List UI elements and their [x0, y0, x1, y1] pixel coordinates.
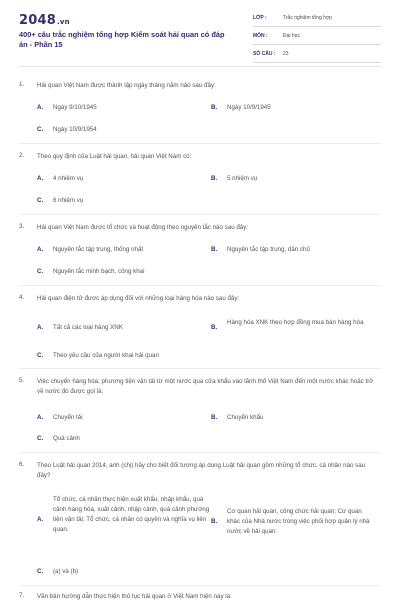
option-letter: B. — [211, 104, 218, 111]
option-letter: B. — [211, 414, 218, 421]
question-7 — [19, 592, 381, 600]
question-3 — [19, 223, 381, 283]
option-letter: A. — [37, 104, 44, 111]
option-text: Ngày 10/9/1954 — [53, 126, 97, 133]
meta-row-subject — [253, 30, 381, 45]
question-divider — [19, 285, 381, 286]
question-number: 6. — [19, 461, 25, 468]
question-number: 2. — [19, 152, 25, 159]
option-letter: C. — [37, 435, 44, 442]
question-text: Theo Luật hải quan 2014, anh (chị) hãy cho biết đối tượng áp dụng Luật hải quan gồm những tổ chức, cá nhân nào sau đây? — [37, 462, 366, 479]
option-text: Ngày 10/9/1945 — [227, 104, 271, 111]
option-text: Nguyên tắc tập trung, thống nhất — [53, 246, 144, 253]
meta-row-count — [253, 48, 381, 63]
question-text: Theo quy định của Luật hải quan, hải quan Việt Nam có: — [37, 153, 192, 160]
option-text: Quá cảnh — [53, 435, 80, 442]
option-text: 5 nhiệm vụ — [227, 175, 258, 182]
document-header — [0, 0, 400, 66]
question-divider — [19, 143, 381, 144]
option-text: Theo yêu cầu của người khai hải quan — [53, 352, 159, 359]
question-number: 4. — [19, 294, 25, 301]
option-text: Nguyên tắc tập trung, dân chủ — [227, 246, 310, 253]
question-number: 7. — [19, 592, 25, 599]
question-text: Hải quan điện tử được áp dụng đối với những loại hàng hóa nào sau đây: — [37, 295, 240, 302]
question-number: 1. — [19, 81, 25, 88]
question-number: 3. — [19, 223, 25, 230]
question-divider — [19, 452, 381, 453]
logo-text: 2048 — [19, 13, 56, 28]
question-divider — [19, 214, 381, 215]
option-text: 6 nhiệm vụ — [53, 197, 84, 204]
option-letter: B. — [211, 324, 218, 331]
question-6 — [19, 461, 381, 583]
question-text: Việc chuyển hàng hóa, phương tiện vận tải từ một nước qua cửa khẩu vào lãnh thổ Việt Nam đến một nước khác hoặc trở về nước đó được gọi là: — [37, 378, 374, 395]
option-text: Nguyên tắc minh bạch, công khai — [53, 268, 145, 275]
option-letter: B. — [211, 246, 218, 253]
option-letter: C. — [37, 126, 44, 133]
meta-value: Trắc nghiệm tổng hợp — [283, 15, 332, 21]
option-letter: A. — [37, 246, 44, 253]
meta-value: 23 — [283, 51, 289, 57]
header-divider — [19, 66, 381, 67]
option-letter: A. — [37, 516, 44, 523]
option-text: Cơ quan hải quan, công chức hải quan; Cơ quan khác của Nhà nước trong việc phối hợp quản lý nhà nước về hải quan. — [227, 508, 370, 535]
question-text: Văn bản hướng dẫn thực hiện thủ tục hải quan ở Việt Nam hiện nay là: — [37, 593, 232, 600]
option-text: Chuyển tải — [53, 414, 83, 421]
option-letter: A. — [37, 324, 44, 331]
meta-value: Đại học — [283, 33, 300, 39]
option-text: 4 nhiệm vụ — [53, 175, 84, 182]
question-5 — [19, 377, 381, 451]
option-text: Ngày 9/10/1945 — [53, 104, 97, 111]
document-title: 400+ câu trắc nghiệm tổng hợp Kiểm soát hải quan có đáp án - Phần 15 — [19, 30, 225, 49]
question-1 — [19, 81, 381, 141]
option-text: Tổ chức, cá nhân thực hiện xuất khẩu, nhập khẩu, quá cảnh hàng hóa, xuất cảnh, nhập cảnh, quá cảnh phương tiện vận tải; Tổ chức, cá nhân có quyền và nghĩa vụ liên quan. — [53, 496, 210, 533]
option-text: Chuyển khẩu — [227, 414, 264, 421]
logo-tld: .vn — [56, 18, 70, 26]
meta-panel — [253, 12, 381, 66]
meta-label: MÔN : — [253, 33, 268, 39]
option-letter: C. — [37, 352, 44, 359]
site-logo[interactable] — [19, 13, 70, 28]
question-number: 5. — [19, 377, 25, 384]
option-letter: B. — [211, 175, 218, 182]
option-letter: A. — [37, 175, 44, 182]
option-text: Hàng hóa XNK theo hợp đồng mua bán hàng hóa — [227, 319, 364, 326]
question-text: Hải quan Việt Nam được tổ chức và hoạt động theo nguyên tắc nào sau đây: — [37, 224, 249, 231]
option-letter: B. — [211, 518, 218, 525]
question-divider — [19, 368, 381, 369]
option-letter: C. — [37, 197, 44, 204]
option-text: Tất cả các loại hàng XNK — [53, 324, 123, 331]
meta-label: SỐ CÂU : — [253, 51, 276, 57]
option-text: (a) và (b) — [53, 568, 79, 575]
question-2 — [19, 152, 381, 212]
option-letter: A. — [37, 414, 44, 421]
question-text: Hải quan Việt Nam được thành lập ngày tháng năm nào sau đây: — [37, 82, 216, 89]
option-letter: C. — [37, 268, 44, 275]
option-letter: C. — [37, 568, 44, 575]
question-divider — [19, 585, 381, 586]
meta-label: LỚP : — [253, 15, 267, 21]
question-4 — [19, 294, 381, 366]
meta-row-class — [253, 12, 381, 27]
